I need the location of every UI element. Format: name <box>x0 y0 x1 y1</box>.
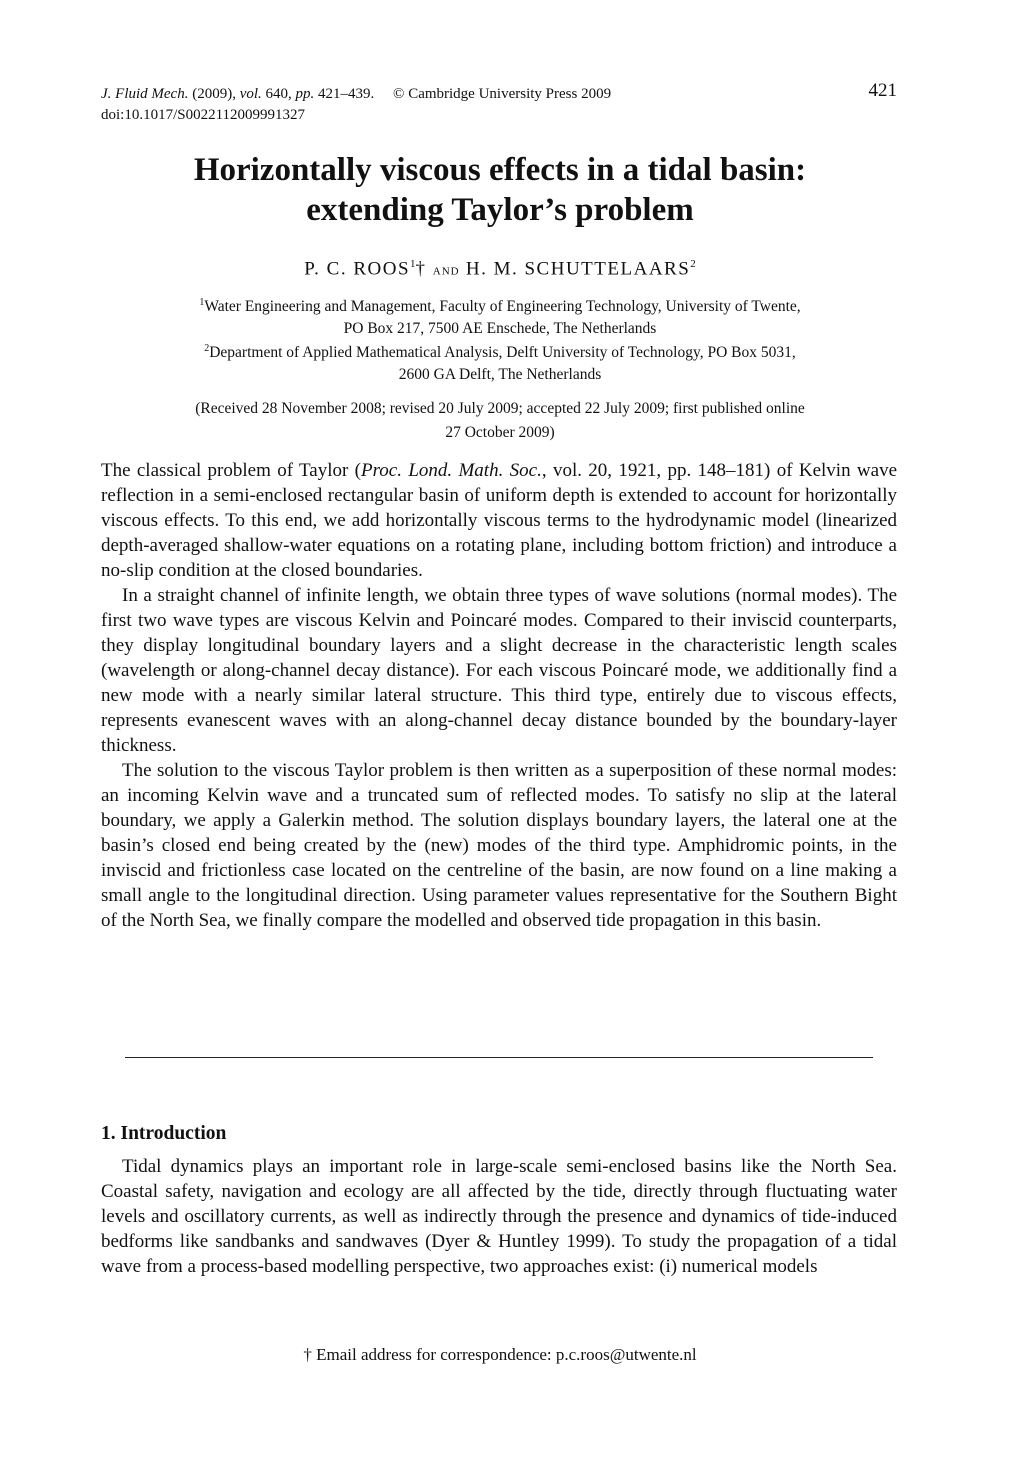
dagger-mark: † <box>415 258 427 280</box>
page-number: 421 <box>868 80 897 101</box>
author-conjunction: and <box>432 261 460 279</box>
affiliation-2-line-1: Department of Applied Mathematical Analysis, Delft University of Technology, PO Box 5031, <box>209 344 796 362</box>
journal-name: J. Fluid Mech. <box>101 86 189 102</box>
affiliation-2 <box>100 338 900 386</box>
title-line-1: Horizontally viscous effects in a tidal basin: <box>193 152 807 188</box>
paper-title <box>100 150 900 230</box>
introduction-paragraph-1: Tidal dynamics plays an important role in large-scale semi-enclosed basins like the North Sea. Coastal safety, navigation and ecology are all affected by the tide, directly through fluctuating water levels and oscillatory currents, as well as indirectly through the presence and dynamics of tide-induced bedforms like sandbanks and sandwaves (Dyer & Huntley 1999). To study the propagation of a tidal wave from a process-based modelling perspective, two approaches exist: (i) numerical models <box>101 1156 897 1277</box>
title-line-2: extending Taylor’s problem <box>306 192 694 228</box>
vol-label: vol. <box>239 86 262 102</box>
doi: doi:10.1017/S0022112009991327 <box>101 107 306 123</box>
abstract-p1-rest: , vol. 20, 1921, pp. 148–181) of Kelvin wave reflection in a semi-enclosed rectangular basin of uniform depth is extended to account for horizontally viscous effects. To this end, we add horizontally viscous terms to the hydrodynamic model (linearized depth-averaged shallow-water equations on a rotating plane, including bottom friction) and introduce a no-slip condition at the closed boundaries. <box>101 460 898 581</box>
abstract-divider <box>125 1057 873 1058</box>
author-1-affil-mark: 1 <box>410 258 416 270</box>
pp-label: pp. <box>295 86 315 102</box>
abstract-paragraph-2: In a straight channel of infinite length, we obtain three types of wave solutions (normal modes). The first two wave types are viscous Kelvin and Poincaré modes. Compared to their inviscid counterparts, they display longitudinal boundary layers and a slight decrease in the characteristic length scales (wavelength or along-channel decay distance). For each viscous Poincaré mode, we additionally find a new mode with a nearly similar lateral structure. This third type, entirely due to viscous effects, represents evanescent waves with an along-channel decay distance bounded by the boundary-layer thickness. <box>101 585 897 756</box>
abstract <box>101 458 897 933</box>
copyright: © Cambridge University Press 2009 <box>393 86 612 102</box>
affiliation-1-mark: 1 <box>199 297 205 308</box>
affiliation-1-line-2: PO Box 217, 7500 AE Enschede, The Netherlands <box>343 320 657 338</box>
received-dates <box>100 397 900 445</box>
section-heading: 1. Introduction <box>101 1123 227 1144</box>
affiliation-2-line-2: 2600 GA Delft, The Netherlands <box>398 366 602 384</box>
running-header <box>101 84 611 104</box>
journal-year: (2009), <box>192 86 236 102</box>
abstract-paragraph-3: The solution to the viscous Taylor problem is then written as a superposition of these normal modes: an incoming Kelvin wave and a truncated sum of reflected modes. To satisfy no slip at the lateral boundary, we apply a Galerkin method. The solution displays boundary layers, the lateral one at the basin’s closed end being created by the (new) modes of the third type. Amphidromic points, in the inviscid and frictionless case located on the centreline of the basin, are now found on a line making a small angle to the longitudinal direction. Using parameter values representative for the Southern Bight of the North Sea, we finally compare the modelled and observed tide propagation in this basin. <box>101 760 897 931</box>
affiliation-1 <box>100 292 900 340</box>
author-2: H. M. SCHUTTELAARS <box>465 258 691 280</box>
page-range: 421–439. <box>318 86 375 102</box>
author-2-affil-mark: 2 <box>690 258 696 270</box>
author-1: P. C. ROOS <box>304 258 411 280</box>
author-list <box>100 258 900 280</box>
citation-journal: Proc. Lond. Math. Soc. <box>361 460 542 481</box>
affiliation-2-mark: 2 <box>204 343 210 354</box>
body-text <box>101 1154 897 1279</box>
abstract-paragraph-1 <box>101 458 897 583</box>
received-line-1: (Received 28 November 2008; revised 20 July 2009; accepted 22 July 2009; first published online <box>195 400 805 417</box>
received-line-2: 27 October 2009) <box>445 424 555 441</box>
abstract-p1-start: The classical problem of Taylor ( <box>101 460 362 481</box>
affiliation-1-line-1: Water Engineering and Management, Faculty of Engineering Technology, University of Twente, <box>204 298 801 316</box>
footnote: † Email address for correspondence: p.c.roos@utwente.nl <box>303 1345 697 1364</box>
vol-number: 640, <box>265 86 292 102</box>
